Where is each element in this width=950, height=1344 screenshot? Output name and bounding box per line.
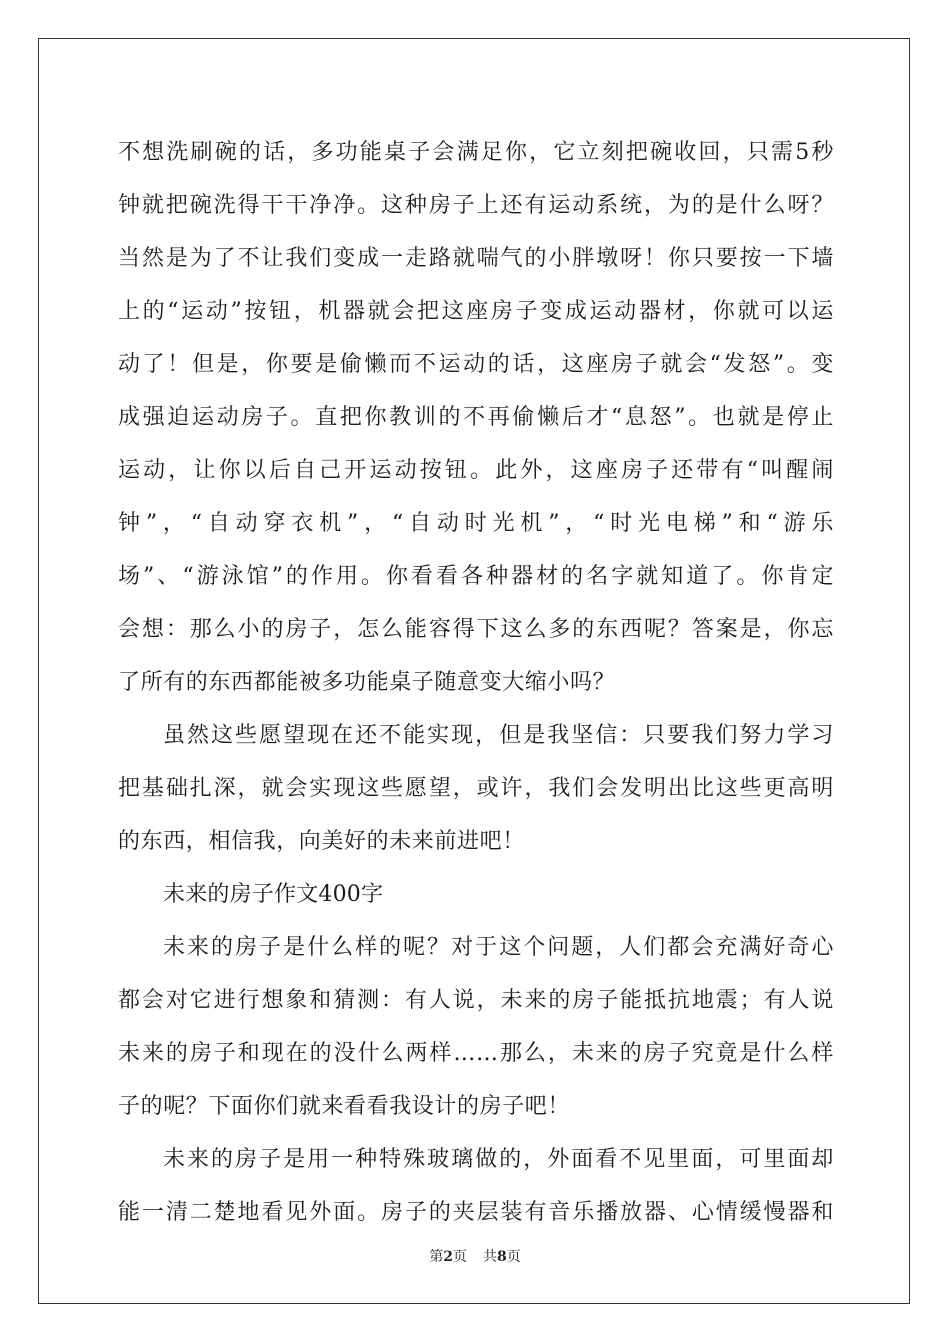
- section-heading: 未来的房子作文400字: [163, 882, 384, 907]
- text-line: 会想：那么小的房子，怎么能容得下这么多的东西呢？答案是，你忘: [118, 617, 834, 642]
- text-line: 都会对它进行想象和猜测：有人说，未来的房子能抵抗地震；有人说: [118, 988, 834, 1013]
- total-prefix: 共: [483, 1249, 497, 1265]
- total-unit: 页: [506, 1249, 521, 1265]
- page-number: 2: [443, 1249, 453, 1265]
- text-line: 的东西，相信我，向美好的未来前进吧！: [118, 829, 525, 854]
- text-line: 运动，让你以后自己开运动按钮。此外，这座房子还带有“叫醒闹: [118, 458, 834, 483]
- text-line: 成强迫运动房子。直把你教训的不再偷懒后才“息怒”。也就是停止: [118, 405, 834, 430]
- text-line: 上的“运动”按钮，机器就会把这座房子变成运动器材，你就可以运: [118, 299, 834, 324]
- text-line: 动了！但是，你要是偷懒而不运动的话，这座房子就会“发怒”。变: [118, 352, 834, 377]
- text-line: 能一清二楚地看见外面。房子的夹层装有音乐播放器、心情缓慢器和: [118, 1200, 834, 1225]
- page-prefix: 第: [429, 1249, 444, 1265]
- text-line: 了所有的东西都能被多功能桌子随意变大缩小吗？: [118, 670, 616, 695]
- page-footer: [0, 1246, 950, 1266]
- text-line: 钟就把碗洗得干干净净。这种房子上还有运动系统，为的是什么呀？: [118, 193, 834, 218]
- document-body: [118, 126, 834, 1239]
- text-line: 当然是为了不让我们变成一走路就喘气的小胖墩呀！你只要按一下墙: [118, 246, 834, 271]
- text-line: 未来的房子和现在的没什么两样……那么，未来的房子究竟是什么样: [118, 1041, 834, 1066]
- total-pages: 8: [497, 1249, 507, 1265]
- text-line: 钟”，“自动穿衣机”，“自动时光机”，“时光电梯”和“游乐: [118, 511, 834, 536]
- text-line: 不想洗刷碗的话，多功能桌子会满足你，它立刻把碗收回，只需5秒: [118, 140, 834, 165]
- paragraph-first-line: 未来的房子是什么样的呢？对于这个问题，人们都会充满好奇心: [163, 935, 834, 960]
- text-line: 把基础扎深，就会实现这些愿望，或许，我们会发明出比这些更高明: [118, 776, 834, 801]
- paragraph-first-line: 虽然这些愿望现在还不能实现，但是我坚信：只要我们努力学习: [163, 723, 834, 748]
- paragraph-first-line: 未来的房子是用一种特殊玻璃做的，外面看不见里面，可里面却: [163, 1147, 834, 1172]
- text-line: 子的呢？下面你们就来看看我设计的房子吧！: [118, 1094, 571, 1119]
- text-line: 场”、“游泳馆”的作用。你看看各种器材的名字就知道了。你肯定: [118, 564, 834, 589]
- page-unit: 页: [453, 1249, 467, 1265]
